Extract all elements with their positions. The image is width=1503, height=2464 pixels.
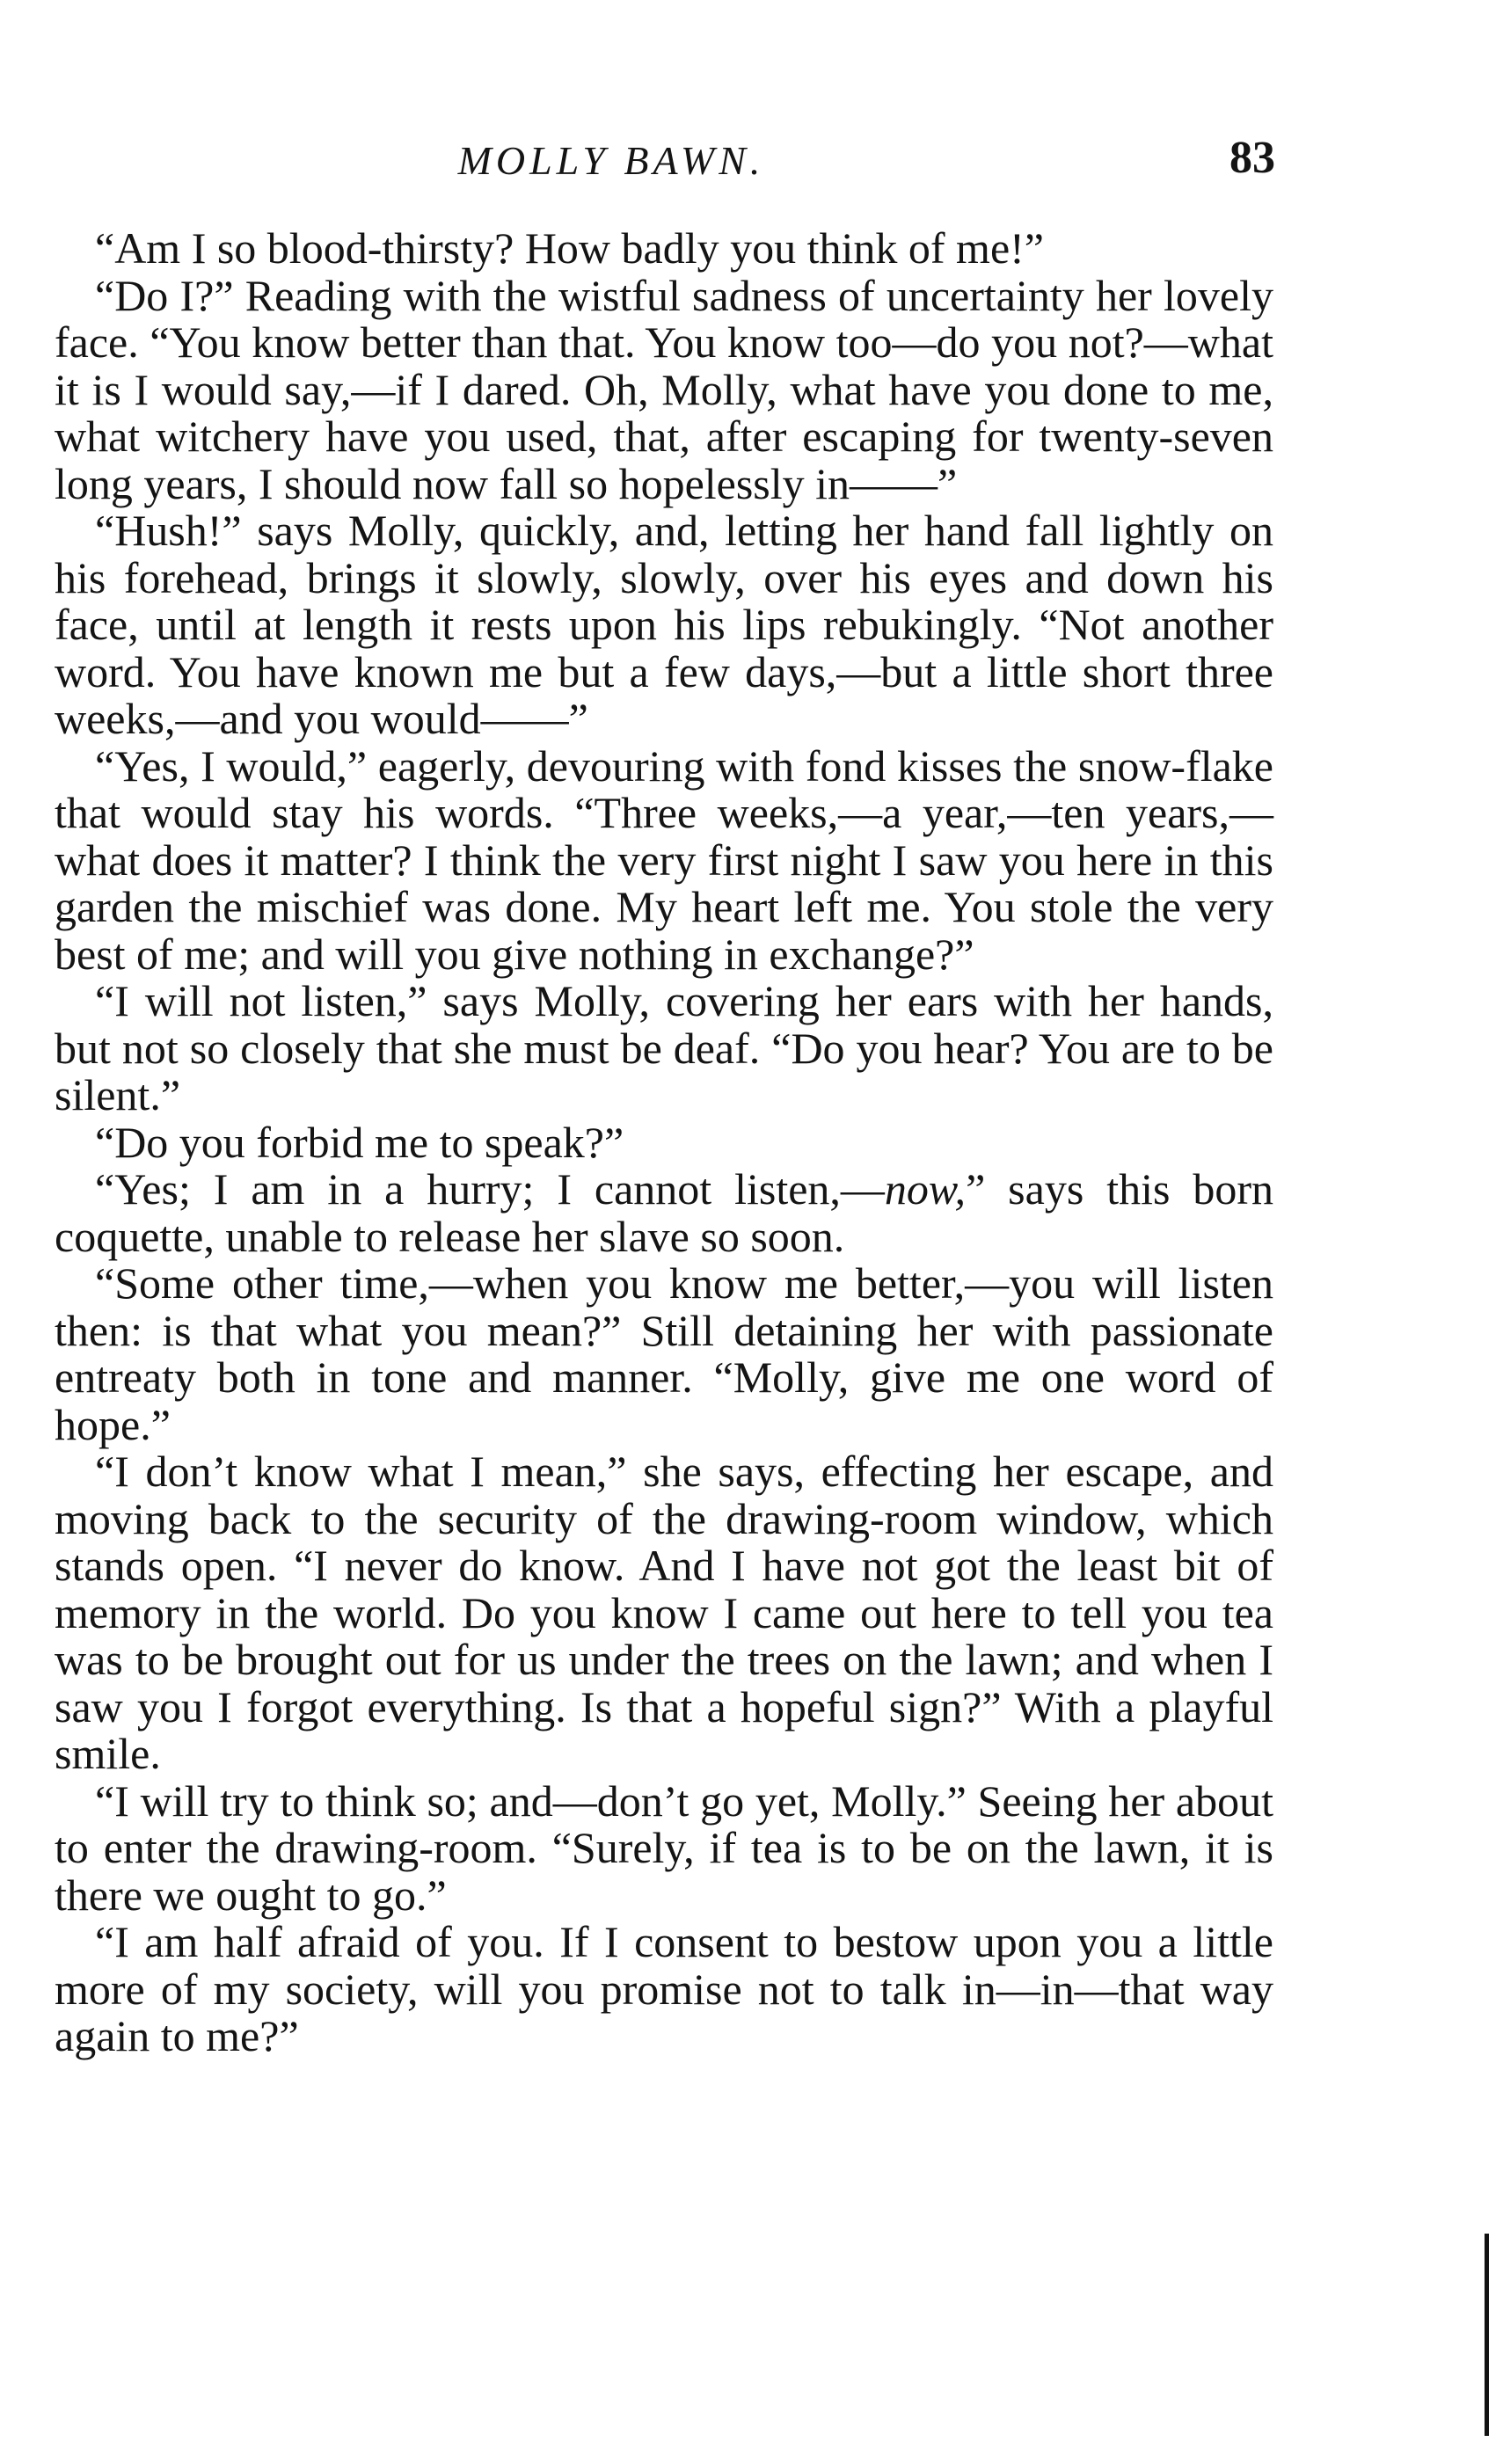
page-number: 83 (1229, 133, 1275, 183)
paragraph: “Yes, I would,” eagerly, devouring with fond kisses the snow-flake that would stay his words. “Three weeks,—a year,—ten years,—what does it matter? I think the very first night I saw you here in this garden the mischief was done. My heart left me. You stole the very best of me; and will you give nothing in exchange?” (55, 740, 1273, 979)
paragraph: “I don’t know what I mean,” she says, effecting her escape, and moving back to the security of the drawing-room window, which stands open. “I never do know. And I have not got the least bit of memory in the world. Do you know I came out here to tell you tea was to be brought out for us under the trees on the lawn; and when I saw you I forgot everything. Is that a hopeful sign?” With a playful smile. (55, 1447, 1273, 1778)
paragraph: “Do I?” Reading with the wistful sadness of uncertainty her lovely face. “You know better than that. You know too—do you not?—what it is I would say,—if I dared. Oh, Molly, what have you done to me, what witchery have you used, that, after escaping for twenty-seven long years, I should now fall so hopelessly in——” (55, 270, 1273, 508)
paragraph: “I will not listen,” says Molly, covering her ears with her hands, but not so closely that she must be deaf. “Do you hear? You are to be silent.” (55, 976, 1273, 1119)
body-text (55, 225, 1273, 2060)
paragraph: “Some other time,—when you know me better,—you will listen then: is that what you mean?” Still detaining her with passionate entreaty both in tone and manner. “Molly, give me one word of hope.” (55, 1258, 1273, 1449)
paragraph: “I will try to think so; and—don’t go yet, Molly.” Seeing her about to enter the drawing-room. “Surely, if tea is to be on the lawn, it is there we ought to go.” (55, 1775, 1273, 1920)
emphasized-word: now, (884, 1164, 967, 1214)
paragraph: “Am I so blood-thirsty? How badly you think of me!” (95, 223, 1044, 273)
page-header (53, 132, 1275, 202)
running-title: MOLLY BAWN. (457, 138, 765, 183)
paragraph-text: “Yes; I am in a hurry; I cannot listen,— (95, 1164, 885, 1214)
paragraph: “Hush!” says Molly, quickly, and, letting her hand fall lightly on his forehead, brings it slowly, slowly, over his eyes and down his face, until at length it rests upon his lips rebukingly. “Not another word. You have known me but a few days,—but a little short three weeks,—and you would——” (55, 506, 1273, 743)
paragraph-text: ” says this born coquette, unable to release her slave so soon. (55, 1164, 1273, 1261)
page-edge-mark (1485, 2234, 1489, 2436)
paragraph (55, 1166, 1273, 1260)
paragraph: “Do you forbid me to speak?” (95, 1117, 624, 1167)
paragraph: “I am half afraid of you. If I consent to bestow upon you a little more of my society, will you promise not to talk in—in—that way again to me?” (55, 1917, 1273, 2060)
